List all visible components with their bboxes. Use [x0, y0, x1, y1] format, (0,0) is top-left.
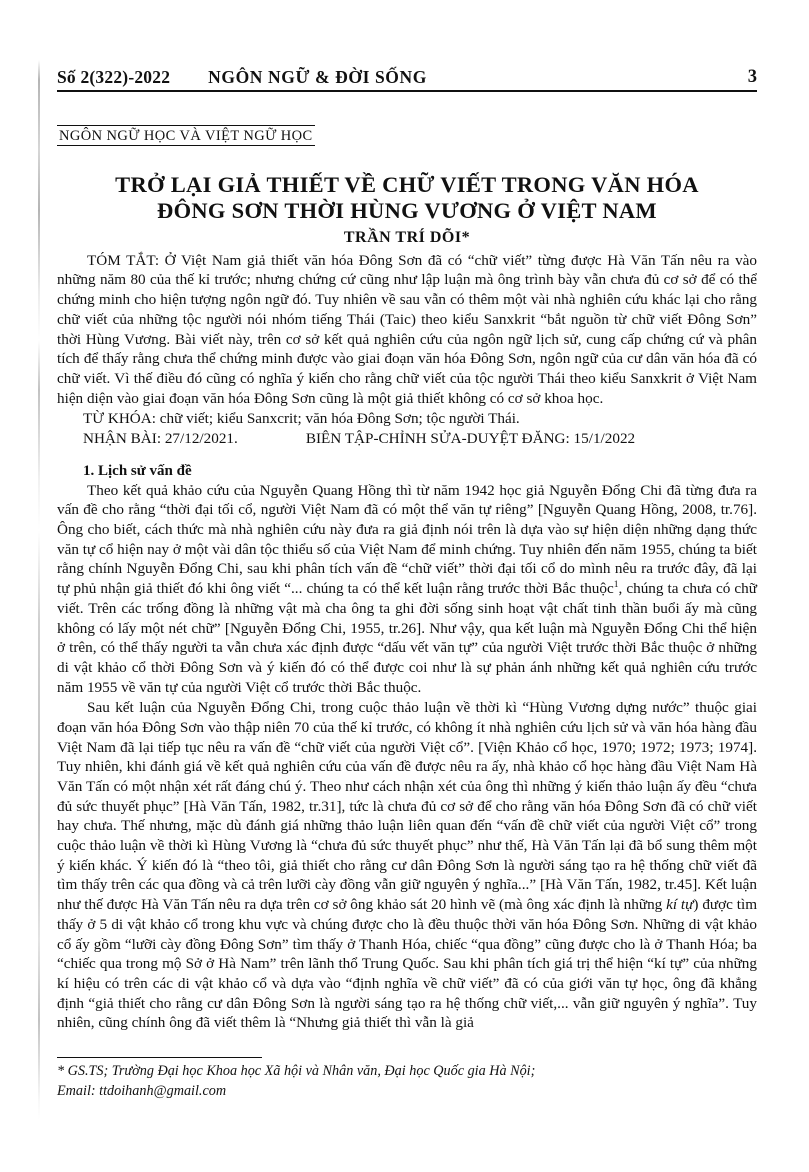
abstract-text: TÓM TẮT: Ở Việt Nam giả thiết văn hóa Đông Sơn đã có “chữ viết” từng được Hà Văn Tấn nêu ra vào những năm 80 của thế kỉ trước; nhưng chứng cứ cũng như lập luận mà ông trình bày vẫn chưa đủ cơ sở để có thể chứng minh cho hiện tượng ngôn ngữ đó. Tuy nhiên về sau vẫn có thêm một vài nhà nghiên cứu khác lại cho rằng chữ viết của những tộc người nói nhóm tiếng Thái (Taic) theo kiểu Sanxkrit “bắt nguồn từ chữ viết Đông Sơn” thời Hùng Vương. Bài viết này, trên cơ sở kết quả nghiên cứu của ngôn ngữ lịch sử, cung cấp chứng cứ và phân tích để thấy rằng chưa thể chứng minh được vào giai đoạn văn hóa Đông Sơn, ngôn ngữ của cư dân văn hóa đã có chữ viết. Vì thế điều đó cũng có nghĩa ý kiến cho rằng chữ viết của tộc người Thái theo kiểu Sanxkrit ở Việt Nam hiện diện vào giai đoạn văn hóa Đông Sơn cũng là một giả thiết không có cơ sở khoa học.: [57, 251, 757, 407]
section-rubric: [57, 125, 315, 146]
issue-number: Số 2(322)-2022: [57, 67, 171, 87]
footnote-area: [57, 1057, 757, 1101]
page-number: 3: [747, 67, 757, 87]
footnote-marker-1[interactable]: 1: [613, 580, 619, 591]
title-block: [57, 172, 757, 247]
scan-gutter-artifact: [38, 60, 40, 1120]
body-paragraph-2: [57, 698, 757, 1033]
author-name: TRẦN TRÍ DÕI*: [343, 228, 471, 246]
paragraph-2-part-a: Sau kết luận của Nguyễn Đổng Chi, trong cuộc thảo luận về thời kì “Hùng Vương dựng nước” thuộc giai đoạn văn hóa Đông Sơn vào thập niên 70 của thế kỉ trước, có không ít nhà nghiên cứu lịch sử và văn hóa hàng đầu Việt Nam đã lại tiếp tục nêu ra vấn đề “chữ viết của người Việt cổ”. [Viện Khảo cổ học, 1970; 1972; 1973; 1974]. Tuy nhiên, khi đánh giá về kết quả nghiên cứu của vấn đề được nêu ra ấy, nhà khảo cổ học hàng đầu Việt Nam Hà Văn Tấn có một nhận xét rất đáng chú ý. Theo như cách nhận xét của ông thì những ý kiến thảo luận ấy đều “chưa đủ sức thuyết phục” [Hà Văn Tấn, 1982, tr.31], tức là chưa đủ cơ sở để cho rằng văn hóa Đông Sơn đã có chữ viết hay chưa. Thế nhưng, mặc dù đánh giá những thảo luận liên quan đến “vấn đề chữ viết của người Việt cổ” trong cuộc thảo luận về thời kì Hùng Vương là “chưa đủ sức thuyết phục” như thế, Hà Văn Tấn lại đã bổ sung thêm một ý kiến khác. Ý kiến đó là “theo tôi, giả thiết cho rằng cư dân Đông Sơn là người sáng tạo ra hệ thống chữ viết đã tìm thấy trên các qua đồng và cả trên lưỡi cày đồng vẫn giữ nguyên ý nghĩa...” [Hà Văn Tấn, 1982, tr.45]. Kết luận như thế được Hà Văn Tấn nêu ra dựa trên cơ sở ông khảo sát 20 hình vẽ (mà ông xác định là những: [57, 699, 757, 914]
paragraph-2-part-b: ) được tìm thấy ở 5 di vật khảo cổ trong khu vực và chúng được cho là đều thuộc thời văn hóa Đông Sơn. Những di vật khảo cổ ấy gồm “lưỡi cày đồng Đông Sơn” tìm thấy ở Thanh Hóa, chiếc “qua đồng” cũng được cho là ở Thanh Hóa; ba “chiếc qua trong mộ Sở ở Hà Nam” trên lãnh thổ Trung Quốc. Sau khi phân tích giá trị thể hiện “kí tự” của những kí hiệu có trên các di vật khảo cổ và dựa vào “định nghĩa về chữ viết” đã có của giới văn tự học, ông đã khẳng định “giả thiết cho rằng cư dân Đông Sơn là người sáng tạo ra hệ thống chữ viết,... vẫn giữ nguyên ý nghĩa”. Tuy nhiên, cũng chính ông đã viết thêm là “Nhưng giả thiết thì vẫn là giả: [57, 896, 758, 1032]
article-title: [67, 172, 747, 225]
footnote-separator-rule: [57, 1057, 262, 1058]
footnote-line-1: * GS.TS; Trường Đại học Khoa học Xã hội và Nhân văn, Đại học Quốc gia Hà Nội;: [57, 1063, 536, 1079]
section-heading-1: 1. Lịch sử vấn đề: [83, 462, 192, 479]
article-title-line-2: ĐÔNG SƠN THỜI HÙNG VƯƠNG Ở VIỆT NAM: [157, 198, 657, 224]
submission-dates: [57, 429, 757, 449]
running-head: [57, 0, 757, 92]
edited-published-date: BIÊN TẬP-CHỈNH SỬA-DUYỆT ĐĂNG: 15/1/2022: [305, 430, 636, 448]
section-rubric-label: NGÔN NGỮ HỌC VÀ VIỆT NGỮ HỌC: [59, 128, 313, 144]
paragraph-2-text: [57, 698, 757, 1033]
body-paragraph-1: [57, 481, 757, 698]
received-date: NHẬN BÀI: 27/12/2021.: [83, 430, 238, 448]
author-affiliation-footnote: [57, 1061, 757, 1101]
article-title-line-1: TRỞ LẠI GIẢ THIẾT VỀ CHỮ VIẾT TRONG VĂN HÓA: [115, 172, 699, 197]
abstract-section: [57, 251, 757, 409]
paragraph-1-text: [57, 481, 757, 698]
paragraph-1-part-b: , chúng ta chưa có chữ viết. Trên các trống đồng là những vật mà cha ông ta ghi đời sống sinh hoạt vật chất tinh thần buổi ấy mà cũng không có lấy một nét chữ” [Nguyễn Đổng Chi, 1955, tr.26]. Như vậy, qua kết luận mà Nguyễn Đổng Chi thể hiện ở trên, có thể thấy người ta vẫn chưa xác định được “dấu vết văn tự” của người Việt trước thời Bắc thuộc ở những di vật khảo cổ thời Đông Sơn và ý kiến đó có thể được coi như là sự phản ánh những kết quả nghiên cứu trước năm 1955 về văn tự của người Việt cổ trước thời Bắc thuộc.: [57, 580, 757, 696]
paragraph-1-part-a: Theo kết quả khảo cứu của Nguyễn Quang Hồng thì từ năm 1942 học giả Nguyễn Đổng Chi đã từng đưa ra vấn đề cho rằng “thời đại tối cổ, người Việt Nam đã có một thể văn tự riêng” [Nguyễn Quang Hồng, 2008, tr.76]. Ông cho biết, cách thức mà nhà nghiên cứu này đưa ra giả định nói trên là dựa vào sự hiện diện những dạng thức văn tự cổ hiện nay ở một vài dân tộc thiểu số của Việt Nam để minh chứng. Tuy nhiên đến năm 1955, chúng ta biết rằng chính Nguyễn Đổng Chi, sau khi phân tích vấn đề “chữ viết” thời đại tối cổ do mình nêu ra trước đây, đã lại tự phủ nhận giả thiết đó khi ông viết “... chúng ta có thể kết luận rằng trước thời Bắc thuộc: [57, 481, 757, 598]
paragraph-2-italic-term: kí tự: [666, 896, 694, 914]
footnote-line-2[interactable]: Email: ttdoihanh@gmail.com: [57, 1083, 227, 1100]
page-content: [57, 0, 757, 1033]
journal-title: NGÔN NGỮ & ĐỜI SỐNG: [208, 67, 427, 87]
keywords-line: TỪ KHÓA: chữ viết; kiểu Sanxcrit; văn hóa Đông Sơn; tộc người Thái.: [83, 409, 520, 427]
